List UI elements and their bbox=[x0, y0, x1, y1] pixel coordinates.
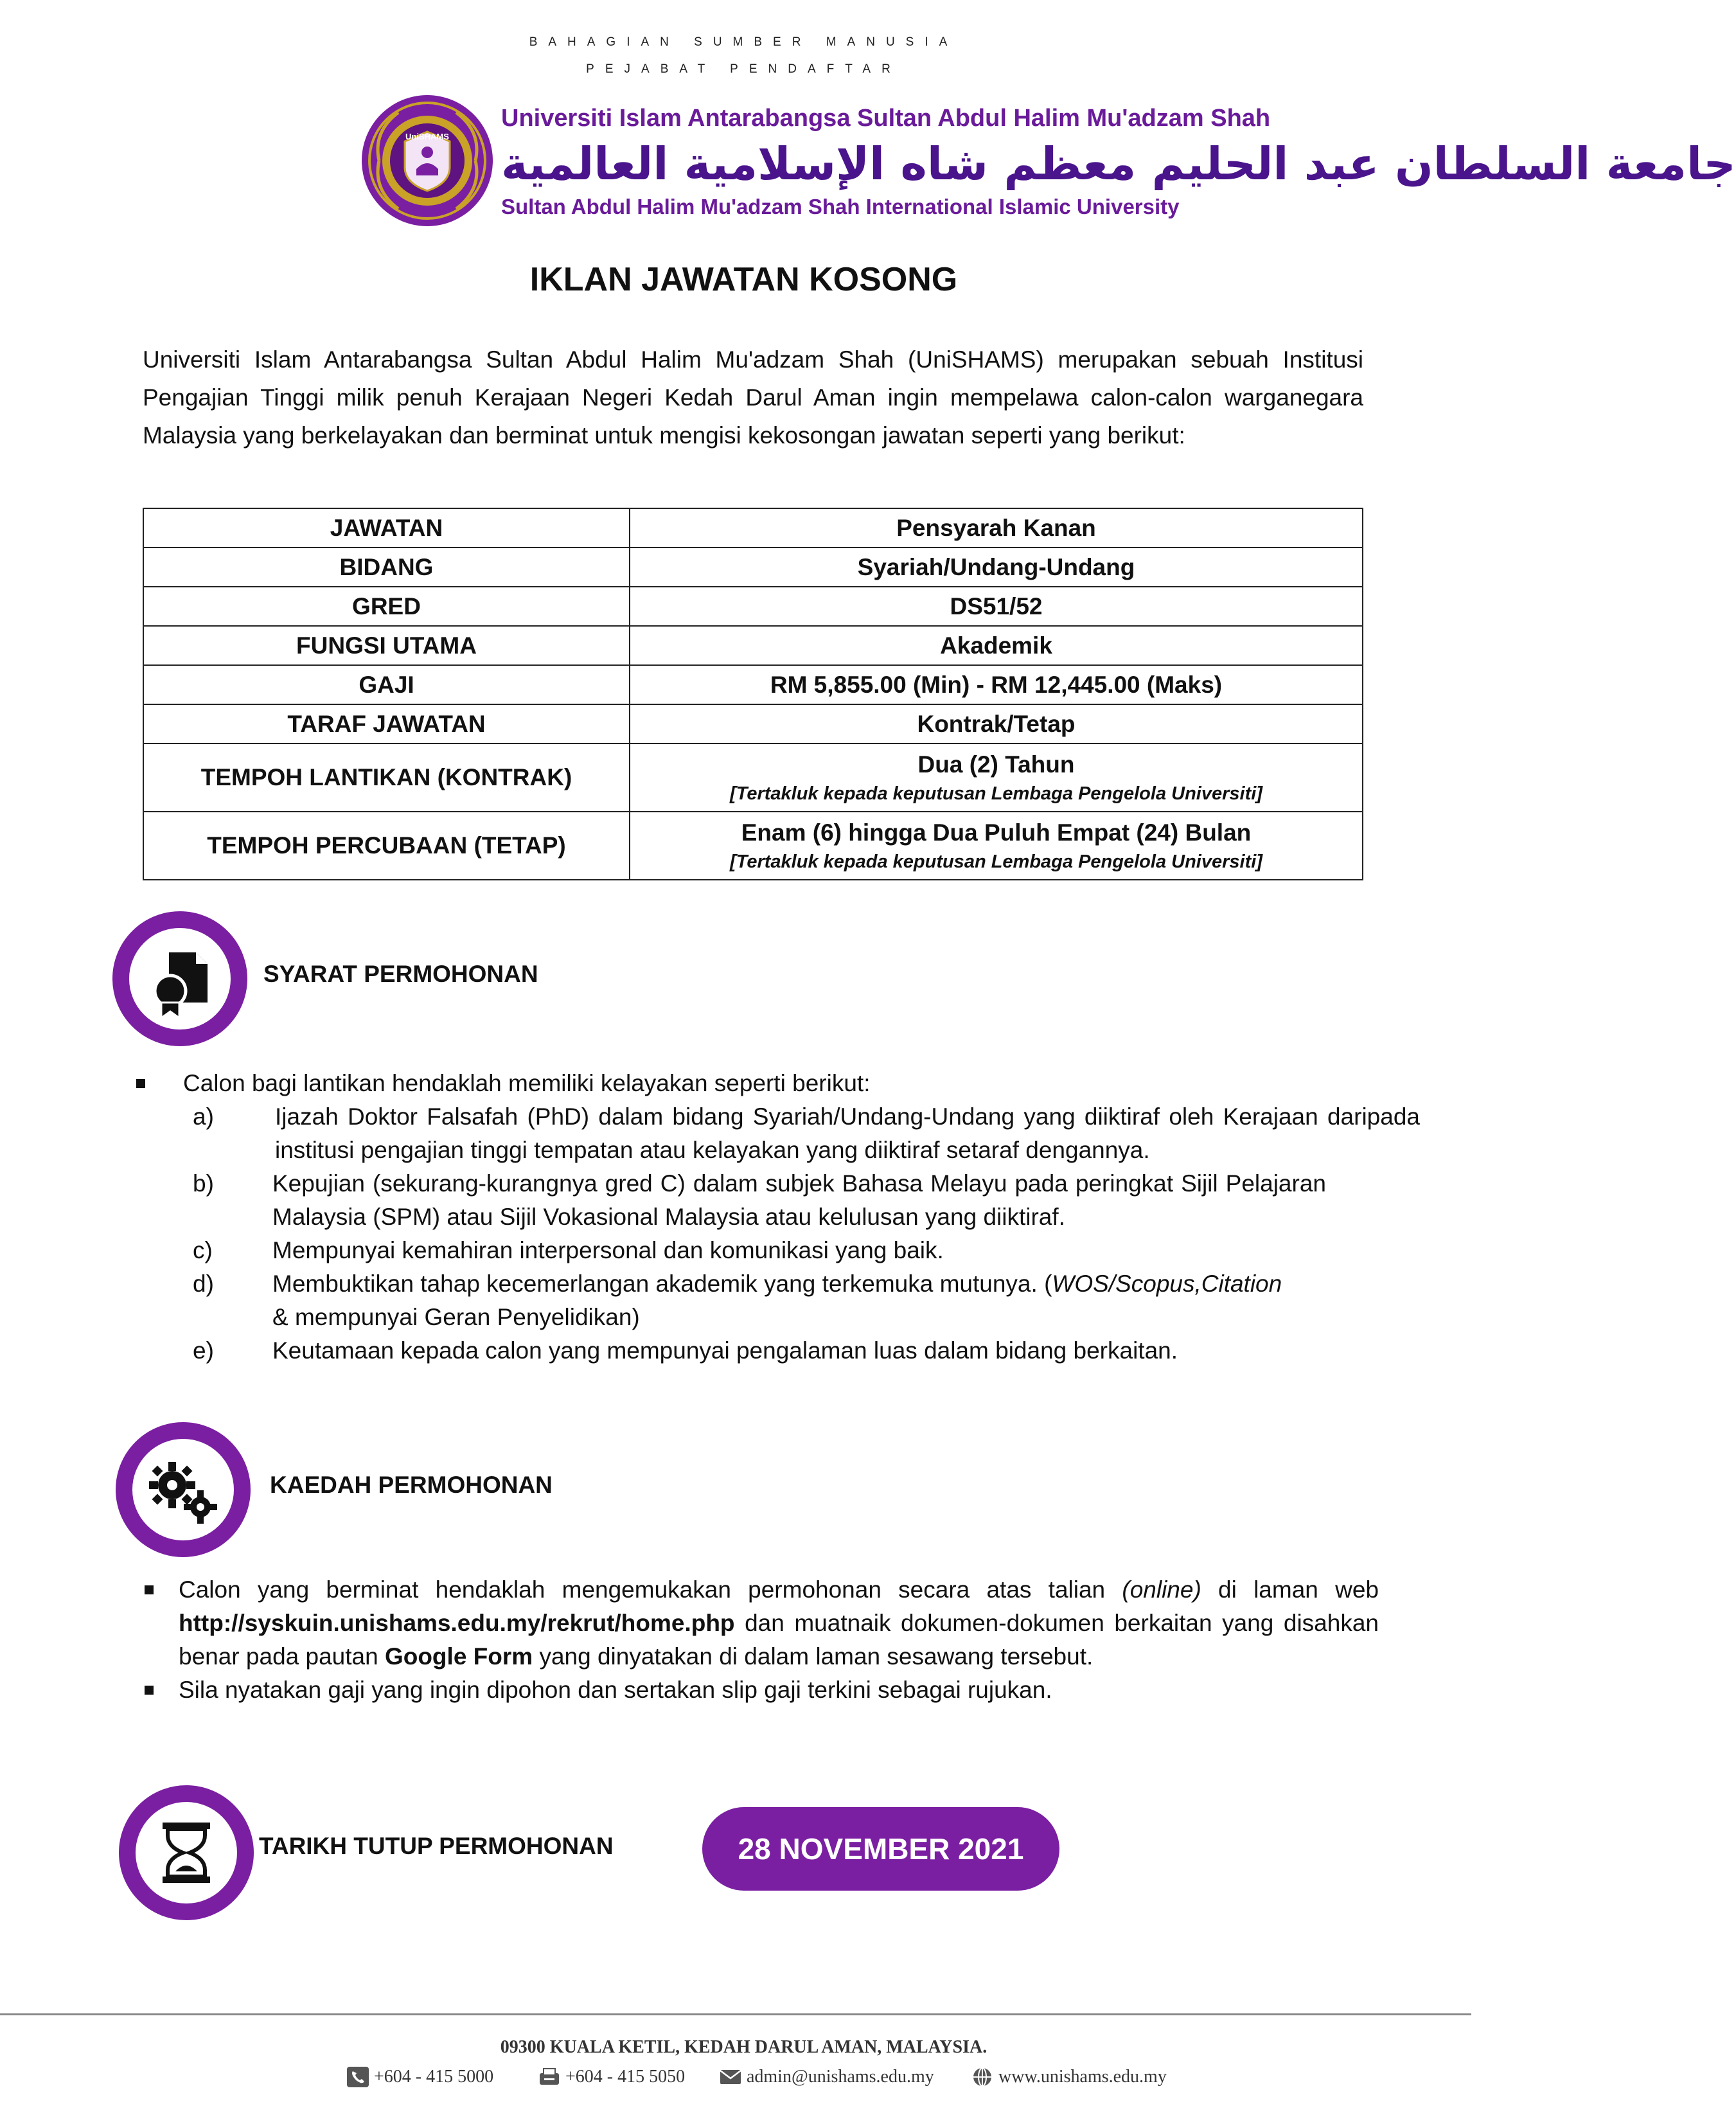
list-item bbox=[193, 1234, 1420, 1267]
table-row bbox=[143, 744, 1363, 812]
item-text: Mempunyai kemahiran interpersonal dan komunikasi yang baik. bbox=[272, 1237, 944, 1263]
kaedah-bullet-1 bbox=[179, 1573, 1379, 1673]
kaedah-text: di laman web bbox=[1201, 1576, 1379, 1603]
row-label: TEMPOH PERCUBAAN (TETAP) bbox=[143, 812, 630, 880]
row-label: GAJI bbox=[143, 665, 630, 704]
item-text-italic: WOS/Scopus,Citation bbox=[1052, 1270, 1282, 1297]
row-label: JAWATAN bbox=[143, 508, 630, 548]
table-row bbox=[143, 704, 1363, 744]
footer-divider bbox=[0, 2013, 1471, 2015]
email-address[interactable]: admin@unishams.edu.my bbox=[747, 2067, 934, 2087]
row-value-cell bbox=[630, 812, 1363, 880]
section-title-kaedah: KAEDAH PERMOHONAN bbox=[270, 1472, 553, 1498]
table-row bbox=[143, 548, 1363, 587]
closing-date-badge: 28 NOVEMBER 2021 bbox=[702, 1807, 1059, 1891]
office-name: PEJABAT PENDAFTAR bbox=[586, 62, 901, 76]
row-value: Kontrak/Tetap bbox=[630, 704, 1363, 744]
item-text: Kepujian (sekurang-kurangnya gred C) dalam subjek Bahasa Melayu pada peringkat Sijil Pelajaran Malaysia (SPM) atau Sijil Vokasional Malaysia atau kelulusan yang diiktiraf. bbox=[272, 1170, 1326, 1230]
phone-icon bbox=[347, 2067, 369, 2087]
application-url-link[interactable]: http://syskuin.unishams.edu.my/rekrut/home.php bbox=[179, 1610, 735, 1636]
row-label: GRED bbox=[143, 587, 630, 626]
certificate-icon bbox=[112, 911, 247, 1046]
email-icon bbox=[720, 2067, 741, 2087]
university-name-malay: Universiti Islam Antarabangsa Sultan Abdul Halim Mu'adzam Shah bbox=[501, 105, 1271, 132]
row-note: [Tertakluk kepada keputusan Lembaga Pengelola Universiti] bbox=[730, 783, 1262, 804]
syarat-list bbox=[0, 1067, 1487, 1375]
page-title: IKLAN JAWATAN KOSONG bbox=[529, 261, 958, 298]
row-value: Dua (2) Tahun bbox=[917, 751, 1075, 778]
square-bullet-icon bbox=[136, 1079, 145, 1088]
globe-icon bbox=[971, 2067, 993, 2087]
item-text: Ijazah Doktor Falsafah (PhD) dalam bidang Syariah/Undang-Undang yang diiktiraf oleh Kerajaan daripada institusi pengajian tinggi tempatan atau kelayakan yang diiktiraf setaraf dengannya. bbox=[275, 1103, 1420, 1163]
department-name: BAHAGIAN SUMBER MANUSIA bbox=[529, 35, 959, 49]
kaedah-text: dan muatnaik dokumen-dokumen berkaitan yang disahkan benar pada pautan bbox=[179, 1610, 1379, 1670]
section-title-syarat: SYARAT PERMOHONAN bbox=[263, 961, 538, 987]
table-row bbox=[143, 626, 1363, 665]
row-value: Pensyarah Kanan bbox=[630, 508, 1363, 548]
syarat-lead: Calon bagi lantikan hendaklah memiliki kelayakan seperti berikut: bbox=[183, 1070, 871, 1096]
position-details-table bbox=[143, 508, 1363, 880]
row-value-cell bbox=[630, 744, 1363, 812]
google-form-link[interactable]: Google Form bbox=[384, 1643, 533, 1670]
item-text bbox=[272, 1267, 1365, 1334]
item-text-tail: & mempunyai Geran Penyelidikan) bbox=[272, 1304, 640, 1330]
kaedah-list bbox=[0, 1573, 1487, 1721]
intro-paragraph: Universiti Islam Antarabangsa Sultan Abdul Halim Mu'adzam Shah (UniSHAMS) merupakan sebuah Institusi Pengajian Tinggi milik penuh Kerajaan Negeri Kedah Darul Aman ingin mempelawa calon-calon warganegara Malaysia yang berkelayakan dan berminat untuk mengisi kekosongan jawatan seperti yang berikut: bbox=[143, 346, 1363, 449]
item-letter: e) bbox=[193, 1337, 214, 1364]
row-label: BIDANG bbox=[143, 548, 630, 587]
seal-text: UniSHAMS bbox=[405, 132, 449, 141]
item-letter: c) bbox=[193, 1237, 213, 1263]
item-text-main: Membuktikan tahap kecemerlangan akademik yang terkemuka mutunya. ( bbox=[272, 1270, 1052, 1297]
table-row bbox=[143, 587, 1363, 626]
list-item bbox=[193, 1334, 1420, 1368]
section-title-tarikh: TARIKH TUTUP PERMOHONAN bbox=[259, 1833, 614, 1859]
item-text: Keutamaan kepada calon yang mempunyai pengalaman luas dalam bidang berkaitan. bbox=[272, 1337, 1178, 1364]
kaedah-text: Calon yang berminat hendaklah mengemukakan permohonan secara atas talian bbox=[179, 1576, 1122, 1603]
row-label: TEMPOH LANTIKAN (KONTRAK) bbox=[143, 744, 630, 812]
item-letter: b) bbox=[193, 1170, 214, 1197]
gears-icon bbox=[116, 1422, 251, 1557]
online-term: (online) bbox=[1122, 1576, 1201, 1603]
item-letter: a) bbox=[193, 1103, 214, 1130]
website-url[interactable]: www.unishams.edu.my bbox=[998, 2067, 1167, 2087]
fax-icon bbox=[538, 2067, 560, 2087]
university-name-arabic: جامعة السلطان عبد الحليم معظم شاه الإسلامية العالمية bbox=[501, 138, 1736, 190]
row-value: RM 5,855.00 (Min) - RM 12,445.00 (Maks) bbox=[630, 665, 1363, 704]
row-label: FUNGSI UTAMA bbox=[143, 626, 630, 665]
row-note: [Tertakluk kepada keputusan Lembaga Pengelola Universiti] bbox=[730, 851, 1262, 872]
list-item bbox=[193, 1267, 1420, 1334]
kaedah-bullet-2: Sila nyatakan gaji yang ingin dipohon dan sertakan slip gaji terkini sebagai rujukan. bbox=[179, 1677, 1052, 1703]
university-name-english: Sultan Abdul Halim Mu'adzam Shah International Islamic University bbox=[501, 195, 1180, 218]
university-seal-logo bbox=[360, 93, 495, 228]
list-item bbox=[193, 1100, 1420, 1167]
square-bullet-icon bbox=[145, 1585, 154, 1594]
square-bullet-icon bbox=[145, 1686, 154, 1695]
table-row bbox=[143, 812, 1363, 880]
row-value: DS51/52 bbox=[630, 587, 1363, 626]
footer-address: 09300 KUALA KETIL, KEDAH DARUL AMAN, MALAYSIA. bbox=[500, 2037, 988, 2057]
item-letter: d) bbox=[193, 1270, 214, 1297]
row-value: Enam (6) hingga Dua Puluh Empat (24) Bulan bbox=[741, 819, 1252, 846]
kaedah-text: yang dinyatakan di dalam laman sesawang tersebut. bbox=[533, 1643, 1094, 1670]
row-label: TARAF JAWATAN bbox=[143, 704, 630, 744]
fax-number: +604 - 415 5050 bbox=[565, 2067, 686, 2087]
table-row bbox=[143, 665, 1363, 704]
row-value: Akademik bbox=[630, 626, 1363, 665]
table-row bbox=[143, 508, 1363, 548]
list-item bbox=[193, 1167, 1420, 1234]
phone-number: +604 - 415 5000 bbox=[374, 2067, 494, 2087]
hourglass-icon bbox=[119, 1785, 254, 1920]
row-value: Syariah/Undang-Undang bbox=[630, 548, 1363, 587]
